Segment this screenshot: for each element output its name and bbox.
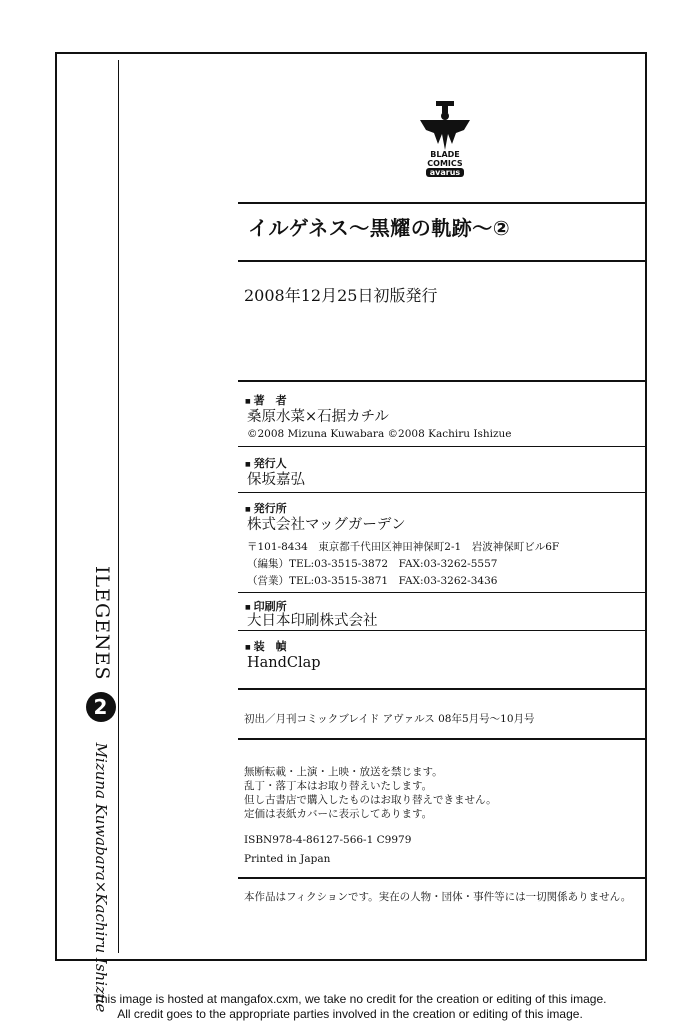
spine-volume-badge: 2: [86, 692, 116, 722]
publisher-label: ■ 発行所: [245, 500, 287, 516]
fiction-disclaimer: 本作品はフィクションです。実在の人物・団体・事件等には一切関係ありません。: [244, 891, 632, 903]
blade-comics-logo-icon: [412, 100, 478, 152]
hosting-notice-line-2: All credit goes to the appropriate parties involved in the creation or editing of this image.: [117, 1007, 583, 1021]
printer-label: ■ 印刷所: [245, 598, 287, 614]
page-frame: [55, 52, 647, 961]
editorial-phone: （編集）TEL:03-3515-3872 FAX:03-3262-5557: [247, 558, 498, 570]
spine-text: [86, 566, 116, 1013]
hosting-notice-line-1: This image is hosted at mangafox.cxm, we take no credit for the creation or editing of this image.: [93, 992, 607, 1006]
author-value: 桑原水菜×石据カチル: [247, 409, 389, 425]
publisher-logo: [412, 100, 478, 192]
book-title: イルゲネス〜黒耀の軌跡〜②: [248, 216, 511, 240]
first-appearance-rule-top: [238, 688, 647, 690]
disclaimer-rule: [238, 877, 647, 879]
copyright-line: ©2008 Mizuna Kuwabara ©2008 Kachiru Ishizue: [247, 428, 512, 440]
logo-line-2: COMICS: [427, 159, 463, 168]
publisher-person-label: ■ 発行人: [245, 455, 287, 471]
first-appearance-rule-bottom: [238, 738, 647, 740]
printer-value: 大日本印刷株式会社: [247, 613, 378, 629]
notice-line-4: 定価は表紙カバーに表示してあります。: [244, 808, 433, 820]
credits-rule-top: [238, 380, 647, 382]
notice-line-2: 乱丁・落丁本はお取り替えいたします。: [244, 780, 433, 792]
design-value: HandClap: [247, 655, 321, 671]
printed-in: Printed in Japan: [244, 853, 331, 865]
divider-2: [238, 492, 647, 493]
logo-wordmark: [412, 150, 478, 177]
publisher-address: 〒101-8434 東京都千代田区神田神保町2-1 岩波神保町ビル6F: [247, 541, 560, 553]
title-rule-bottom: [238, 260, 647, 262]
logo-line-3: avarus: [426, 168, 464, 177]
title-rule-top: [238, 202, 647, 204]
divider-3: [238, 592, 647, 593]
isbn: ISBN978-4-86127-566-1 C9979: [244, 834, 412, 846]
divider-4: [238, 630, 647, 631]
author-label: ■ 著 者: [245, 392, 287, 408]
sales-phone: （営業）TEL:03-3515-3871 FAX:03-3262-3436: [247, 575, 498, 587]
notice-line-3: 但し古書店で購入したものはお取り替えできません。: [244, 794, 497, 806]
divider-1: [238, 446, 647, 447]
spine-title: ILEGENES: [91, 566, 113, 681]
publish-date: 2008年12月25日初版発行: [244, 286, 438, 305]
logo-line-1: BLADE: [430, 150, 460, 159]
spine-authors: Mizuna Kuwabara×Kachiru Ishizue: [92, 742, 110, 1013]
first-appearance: 初出／月刊コミックブレイド アヴァルス 08年5月号〜10月号: [244, 713, 535, 725]
publisher-person-value: 保坂嘉弘: [247, 472, 305, 488]
design-label: ■ 装 幀: [245, 638, 287, 654]
notice-line-1: 無断転載・上演・上映・放送を禁じます。: [244, 766, 443, 778]
publisher-value: 株式会社マッグガーデン: [247, 517, 406, 533]
